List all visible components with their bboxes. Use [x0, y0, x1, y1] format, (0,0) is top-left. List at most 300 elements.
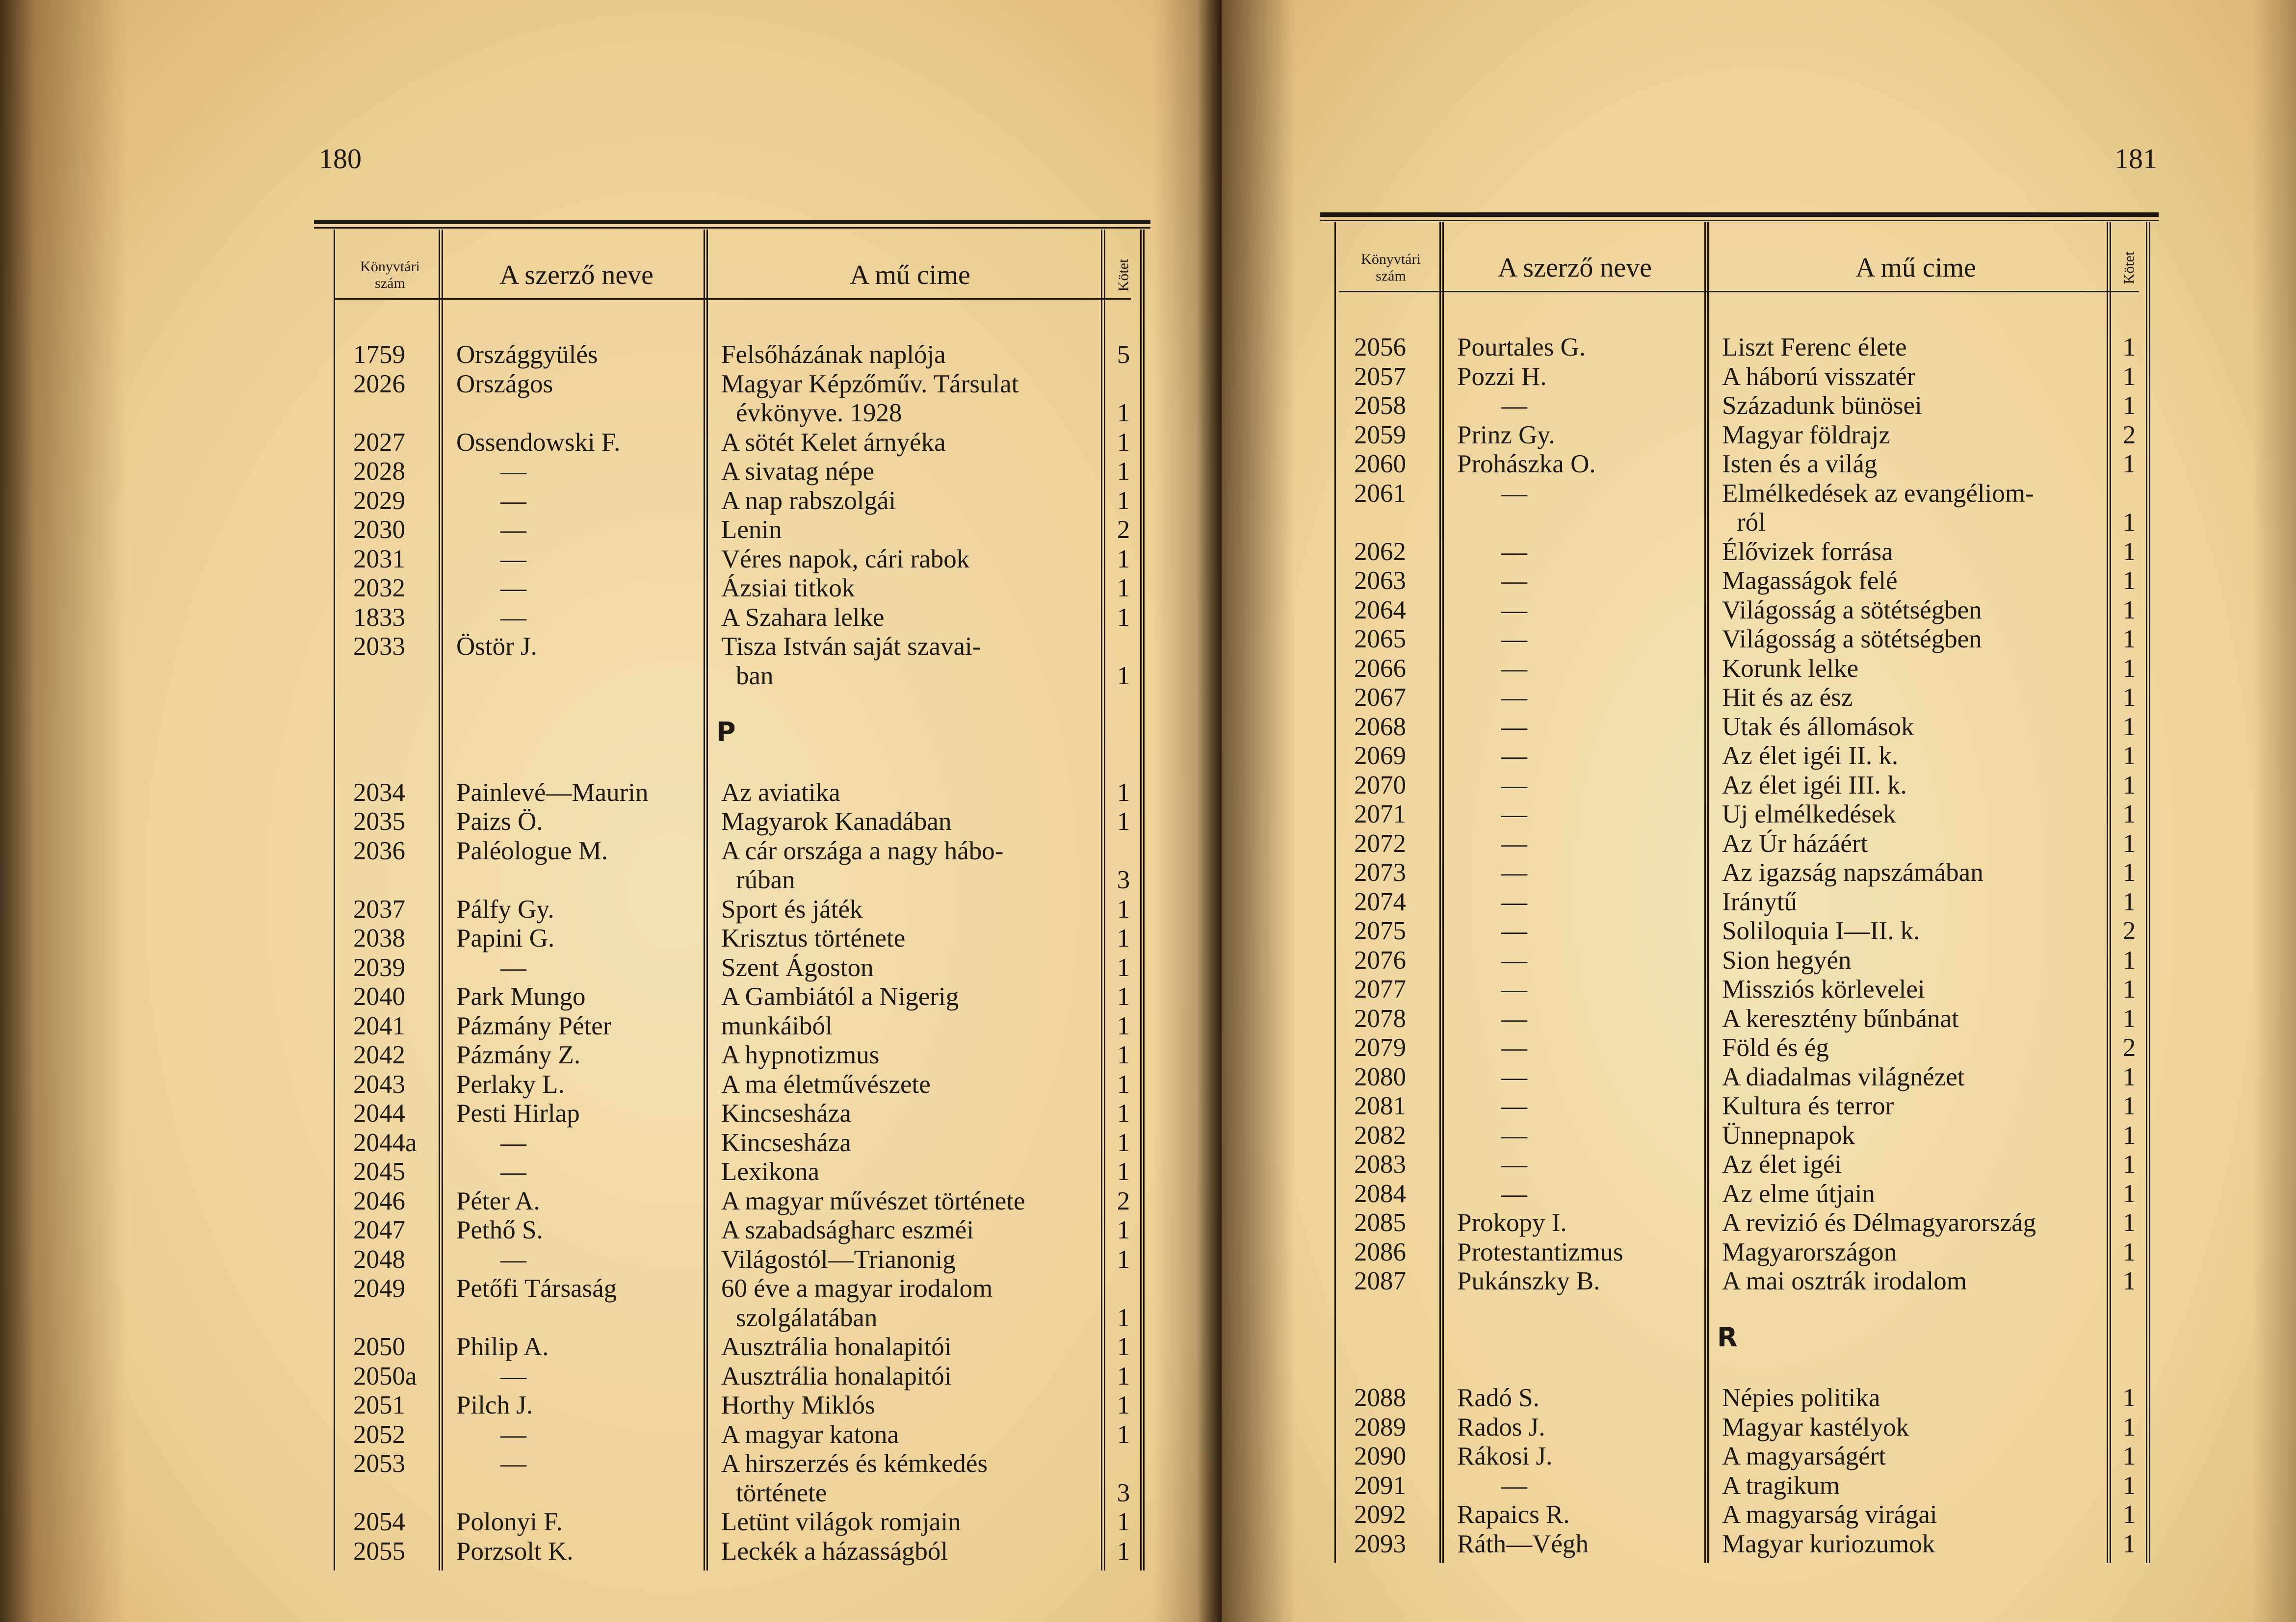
- table-row: [1320, 1442, 2159, 1471]
- header-number-line: Könyvtári: [1361, 251, 1421, 267]
- cell-volumes: 1: [1117, 1128, 1130, 1157]
- header-number-line: Könyvtári: [360, 258, 420, 275]
- cell-title: Magyar kuriozumok: [1722, 1529, 1935, 1558]
- cell-author: —: [1501, 829, 1527, 858]
- header-number: [1334, 221, 1447, 314]
- cell-title: Az élet igéi III. k.: [1722, 771, 1907, 799]
- cell-volumes: 1: [1117, 924, 1130, 953]
- cell-volumes: 1: [1117, 1245, 1130, 1274]
- cell-volumes: 5: [1117, 340, 1130, 369]
- column-divider: [706, 230, 708, 1571]
- cell-author: Philip A.: [456, 1333, 549, 1361]
- table-row: [1320, 1237, 2159, 1267]
- cell-title: Élővizek forrása: [1722, 537, 1893, 566]
- cell-number: 2085: [1354, 1209, 1406, 1237]
- column-divider: [334, 230, 335, 1571]
- cell-volumes: 1: [2122, 508, 2136, 537]
- cell-title: Elmélkedések az evangéliom-: [1722, 479, 2034, 508]
- cell-volumes: 1: [2122, 1413, 2136, 1442]
- table-row: [1320, 1091, 2159, 1121]
- cell-volumes: 1: [1117, 1420, 1130, 1449]
- cell-volumes: 1: [2122, 625, 2136, 653]
- cell-number: 2048: [353, 1245, 405, 1274]
- cell-author: —: [1501, 887, 1527, 916]
- cell-author: —: [1501, 683, 1527, 712]
- cell-volumes: 1: [2122, 858, 2136, 887]
- cell-title: Liszt Ferenc élete: [1722, 333, 1907, 361]
- header-author: A szerző neve: [1497, 253, 1652, 283]
- table-row: [1320, 799, 2159, 829]
- cell-author: —: [500, 953, 526, 982]
- cell-volumes: 1: [1117, 1537, 1130, 1566]
- cell-volumes: 1: [2122, 391, 2136, 420]
- cell-number: 2089: [1354, 1413, 1406, 1442]
- cell-volumes: 1: [2122, 595, 2136, 624]
- table-row: [1320, 1208, 2159, 1237]
- cell-title: Az aviatika: [721, 778, 840, 807]
- column-divider: [1104, 230, 1105, 1571]
- cell-author: Prohászka O.: [1457, 450, 1596, 478]
- cell-volumes: 1: [1117, 1362, 1130, 1390]
- cell-title: Tisza István saját szavai-: [721, 632, 981, 661]
- cell-volumes: 2: [2122, 917, 2136, 945]
- column-divider: [442, 230, 443, 1571]
- cell-number: 2079: [1354, 1033, 1406, 1062]
- table-row: [1320, 333, 2159, 362]
- table-row: [1320, 420, 2159, 450]
- column-divider: [1140, 230, 1142, 1571]
- cell-title: A keresztény bűnbánat: [1722, 1004, 1959, 1033]
- cell-number: 2056: [1354, 333, 1406, 361]
- cell-author: —: [1501, 654, 1527, 683]
- column-divider: [439, 230, 440, 1571]
- cell-number: 2045: [353, 1158, 405, 1186]
- cell-number: 2033: [353, 632, 405, 661]
- cell-number: 2047: [353, 1216, 405, 1244]
- cell-volumes: 1: [1117, 953, 1130, 982]
- table-row: [1320, 391, 2159, 420]
- cell-number: 2049: [353, 1274, 405, 1303]
- cell-title: Isten és a világ: [1722, 450, 1878, 478]
- cell-number: 2050: [353, 1333, 405, 1361]
- cell-title: Népies politika: [1722, 1384, 1880, 1412]
- cell-title: Felsőházának naplója: [721, 340, 946, 369]
- cell-title: ban: [736, 661, 774, 690]
- cell-number: 2084: [1354, 1179, 1406, 1208]
- cell-title: Horthy Miklós: [721, 1391, 875, 1419]
- header-number-line: szám: [375, 275, 405, 291]
- cell-volumes: 1: [1117, 1508, 1130, 1536]
- cell-volumes: 1: [2122, 742, 2136, 770]
- cell-number: 2082: [1354, 1121, 1406, 1150]
- cell-author: —: [1501, 1150, 1527, 1179]
- table-row: [1320, 683, 2159, 712]
- cell-author: —: [1501, 1092, 1527, 1120]
- cell-author: Pozzi H.: [1457, 362, 1547, 391]
- cell-number: 2086: [1354, 1237, 1406, 1266]
- cell-number: 2081: [1354, 1092, 1406, 1120]
- cell-volumes: 1: [2122, 683, 2136, 712]
- cell-volumes: 1: [2122, 800, 2136, 828]
- cell-number: 2073: [1354, 858, 1406, 887]
- cell-volumes: 1: [1117, 574, 1130, 602]
- cell-number: 2050a: [353, 1362, 417, 1390]
- cell-author: —: [500, 1128, 526, 1157]
- cell-number: 2093: [1354, 1529, 1406, 1558]
- cell-title: Magyar Képzőműv. Társulat: [721, 369, 1019, 398]
- cell-number: 2066: [1354, 654, 1406, 683]
- cell-title: Uj elmélkedések: [1722, 800, 1896, 828]
- table-row: [1320, 1150, 2159, 1179]
- table-row: [1320, 1529, 2159, 1559]
- table-row: [1320, 946, 2159, 975]
- cell-number: 2035: [353, 807, 405, 836]
- header-volumes: [2110, 221, 2149, 314]
- cell-title: A diadalmas világnézet: [1722, 1062, 1965, 1091]
- cell-title: évkönyve. 1928: [736, 399, 902, 427]
- cell-author: Pourtales G.: [1457, 333, 1586, 361]
- header-number: [334, 229, 446, 322]
- cell-author: Pálfy Gy.: [456, 895, 554, 924]
- cell-number: 2054: [353, 1508, 405, 1536]
- cell-volumes: 2: [2122, 420, 2136, 449]
- table-row: [1320, 508, 2159, 537]
- cell-number: 2069: [1354, 742, 1406, 770]
- cell-author: —: [1501, 537, 1527, 566]
- column-divider: [2146, 222, 2147, 1563]
- cell-title: A magyar katona: [721, 1420, 899, 1449]
- cell-author: Péter A.: [456, 1186, 540, 1215]
- cell-number: 2088: [1354, 1384, 1406, 1412]
- table-row: [1320, 362, 2159, 391]
- cell-title: Sport és játék: [721, 895, 863, 924]
- cell-number: 2043: [353, 1070, 405, 1099]
- cell-author: —: [500, 544, 526, 573]
- cell-number: 2063: [1354, 566, 1406, 595]
- cell-author: —: [500, 1158, 526, 1186]
- cell-author: Prinz Gy.: [1457, 420, 1555, 449]
- table-row: [1320, 624, 2159, 654]
- header-rule: [334, 298, 1131, 300]
- header-volumes: [1104, 229, 1143, 322]
- cell-author: Prokopy I.: [1457, 1209, 1567, 1237]
- cell-title: Ünnepnapok: [1722, 1121, 1855, 1150]
- cell-author: Rados J.: [1457, 1413, 1545, 1442]
- cell-number: 2055: [353, 1537, 405, 1566]
- cell-number: 2060: [1354, 450, 1406, 478]
- table-row: [1320, 1062, 2159, 1092]
- table-row: [1320, 537, 2159, 566]
- cell-title: Szent Ágoston: [721, 953, 874, 982]
- cell-number: 2077: [1354, 975, 1406, 1004]
- cell-volumes: 1: [2122, 333, 2136, 361]
- cell-number: 2057: [1354, 362, 1406, 391]
- cell-volumes: 1: [2122, 1004, 2136, 1033]
- cell-volumes: 1: [1117, 1011, 1130, 1040]
- cell-title: A háború visszatér: [1722, 362, 1916, 391]
- cell-number: 2091: [1354, 1471, 1406, 1500]
- cell-volumes: 1: [1117, 1099, 1130, 1128]
- cell-number: 2038: [353, 924, 405, 953]
- cell-volumes: 1: [1117, 457, 1130, 486]
- cell-title: Kincsesháza: [721, 1099, 851, 1128]
- cell-title: ról: [1737, 508, 1766, 537]
- cell-author: Pesti Hirlap: [456, 1099, 580, 1128]
- header-volumes-text: Kötet: [2121, 251, 2137, 284]
- cell-author: Painlevé—Maurin: [456, 778, 649, 807]
- cell-volumes: 3: [1117, 1478, 1130, 1507]
- cell-author: —: [1501, 917, 1527, 945]
- cell-number: 2076: [1354, 946, 1406, 975]
- cell-volumes: 1: [1117, 603, 1130, 632]
- cell-title: Iránytű: [1722, 887, 1798, 916]
- cell-author: —: [1501, 975, 1527, 1004]
- cell-number: 2062: [1354, 537, 1406, 566]
- cell-title: Világosság a sötétségben: [1722, 625, 1982, 653]
- cell-author: Pukánszky B.: [1457, 1267, 1600, 1295]
- cell-title: A mai osztrák irodalom: [1722, 1267, 1967, 1295]
- cell-number: 2065: [1354, 625, 1406, 653]
- table-row: [1320, 829, 2159, 858]
- table-row: [1320, 712, 2159, 742]
- cell-title: Magyar földrajz: [1722, 420, 1890, 449]
- cell-author: Pázmány Z.: [456, 1041, 581, 1069]
- cell-title: szolgálatában: [736, 1303, 878, 1332]
- cell-number: 2061: [1354, 479, 1406, 508]
- cell-number: 2074: [1354, 887, 1406, 916]
- cell-author: —: [1501, 391, 1527, 420]
- cell-author: —: [1501, 625, 1527, 653]
- table-row: [1320, 916, 2159, 946]
- cell-title: A sivatag népe: [721, 457, 875, 486]
- cell-author: Rákosi J.: [1457, 1442, 1553, 1470]
- table-row: [1320, 479, 2159, 508]
- cell-number: 2028: [353, 457, 405, 486]
- cell-number: 2032: [353, 574, 405, 602]
- cell-author: —: [1501, 1179, 1527, 1208]
- cell-author: —: [500, 457, 526, 486]
- cell-volumes: 1: [2122, 1529, 2136, 1558]
- column-divider: [1707, 222, 1709, 1563]
- cell-title: 60 éve a magyar irodalom: [721, 1274, 993, 1303]
- cell-number: 2087: [1354, 1267, 1406, 1295]
- cell-volumes: 1: [1117, 399, 1130, 427]
- cell-title: rúban: [736, 866, 795, 894]
- cell-volumes: 1: [1117, 1303, 1130, 1332]
- table-row: [1320, 1121, 2159, 1150]
- cell-volumes: 1: [2122, 362, 2136, 391]
- cell-author: Országgyülés: [456, 340, 598, 369]
- cell-title: Föld és ég: [1722, 1033, 1829, 1062]
- cell-author: Pethő S.: [456, 1216, 543, 1244]
- cell-volumes: 1: [1117, 1158, 1130, 1186]
- cell-author: Protestantizmus: [1457, 1237, 1623, 1266]
- cell-author: —: [1501, 595, 1527, 624]
- cell-author: Paléologue M.: [456, 836, 608, 865]
- cell-title: Sion hegyén: [1722, 946, 1852, 975]
- table-row: [1320, 1004, 2159, 1033]
- cell-title: Világosság a sötétségben: [1722, 595, 1982, 624]
- cell-number: 2083: [1354, 1150, 1406, 1179]
- cell-author: Országos: [456, 369, 553, 398]
- cell-volumes: 1: [1117, 1041, 1130, 1069]
- cell-author: —: [1501, 771, 1527, 799]
- cell-title: Az igazság napszámában: [1722, 858, 1983, 887]
- cell-volumes: 1: [1117, 1333, 1130, 1361]
- cell-number: 2029: [353, 486, 405, 515]
- cell-volumes: 1: [1117, 895, 1130, 924]
- column-divider: [704, 230, 705, 1571]
- cell-number: 2072: [1354, 829, 1406, 858]
- top-rule: [1320, 212, 2159, 217]
- cell-number: 2064: [1354, 595, 1406, 624]
- section-letter: P: [716, 716, 736, 747]
- cell-author: Radó S.: [1457, 1384, 1539, 1412]
- table-row: [1320, 595, 2159, 625]
- column-divider: [2149, 222, 2150, 1563]
- table-row: [1320, 1383, 2159, 1413]
- cell-author: —: [1501, 946, 1527, 975]
- table-row: [1320, 1266, 2159, 1296]
- cell-author: —: [500, 486, 526, 515]
- cell-volumes: 1: [2122, 1121, 2136, 1150]
- cell-title: története: [736, 1478, 827, 1507]
- cell-title: munkáiból: [721, 1011, 833, 1040]
- column-divider: [1704, 222, 1706, 1563]
- cell-author: Ráth—Végh: [1457, 1529, 1589, 1558]
- cell-author: —: [1501, 742, 1527, 770]
- cell-volumes: 2: [1117, 1186, 1130, 1215]
- cell-number: 2059: [1354, 420, 1406, 449]
- cell-author: —: [1501, 1471, 1527, 1500]
- cell-author: —: [1501, 1062, 1527, 1091]
- cell-number: 2044: [353, 1099, 405, 1128]
- cell-author: Porzsolt K.: [456, 1537, 574, 1566]
- cell-title: Századunk bünösei: [1722, 391, 1922, 420]
- cell-number: 2090: [1354, 1442, 1406, 1470]
- table-row: [1320, 887, 2159, 917]
- cell-volumes: 1: [1117, 982, 1130, 1011]
- cell-volumes: 1: [2122, 1442, 2136, 1470]
- cell-title: Az élet igéi: [1722, 1150, 1842, 1179]
- cell-volumes: 1: [2122, 771, 2136, 799]
- cell-author: —: [1501, 1121, 1527, 1150]
- catalog-table: [314, 220, 1150, 1564]
- header-rule: [1339, 291, 2139, 292]
- table-row: [1320, 741, 2159, 771]
- cell-number: 2044a: [353, 1128, 417, 1157]
- table-row: [1320, 654, 2159, 683]
- column-divider: [2110, 222, 2111, 1563]
- cell-author: Perlaky L.: [456, 1070, 565, 1099]
- column-divider: [1101, 230, 1102, 1571]
- header-title: A mű cime: [850, 260, 970, 290]
- right-page: [1222, 0, 2296, 1622]
- cell-number: 2070: [1354, 771, 1406, 799]
- cell-number: 2042: [353, 1041, 405, 1069]
- cell-number: 2052: [353, 1420, 405, 1449]
- cell-number: 2036: [353, 836, 405, 865]
- table-row: [1320, 975, 2159, 1004]
- cell-volumes: 1: [2122, 1209, 2136, 1237]
- cell-title: Lenin: [721, 515, 782, 544]
- table-row: [1320, 566, 2159, 595]
- column-divider: [1334, 222, 1336, 1563]
- cell-number: 2071: [1354, 800, 1406, 828]
- cell-author: —: [500, 1420, 526, 1449]
- cell-title: A hypnotizmus: [721, 1041, 880, 1069]
- cell-author: —: [1501, 800, 1527, 828]
- cell-title: A ma életművészete: [721, 1070, 931, 1099]
- cell-volumes: 1: [1117, 661, 1130, 690]
- cell-number: 2039: [353, 953, 405, 982]
- cell-author: —: [500, 1362, 526, 1390]
- cell-author: —: [1501, 858, 1527, 887]
- cell-title: Lexikona: [721, 1158, 820, 1186]
- cell-number: 2041: [353, 1011, 405, 1040]
- cell-author: Park Mungo: [456, 982, 586, 1011]
- cell-number: 2058: [1354, 391, 1406, 420]
- cell-volumes: 1: [2122, 829, 2136, 858]
- cell-title: A Gambiától a Nigerig: [721, 982, 959, 1011]
- cell-author: —: [500, 1245, 526, 1274]
- cell-title: Ázsiai titkok: [721, 574, 855, 602]
- cell-title: A magyarságért: [1722, 1442, 1886, 1470]
- cell-number: 2037: [353, 895, 405, 924]
- cell-author: Ossendowski F.: [456, 428, 621, 457]
- cell-volumes: 1: [1117, 778, 1130, 807]
- page-number: 181: [2114, 143, 2157, 175]
- cell-volumes: 1: [2122, 450, 2136, 478]
- cell-volumes: 1: [2122, 887, 2136, 916]
- cell-number: 2092: [1354, 1500, 1406, 1529]
- cell-author: Pilch J.: [456, 1391, 533, 1419]
- cell-volumes: 1: [1117, 1070, 1130, 1099]
- cell-author: Papini G.: [456, 924, 555, 953]
- cell-title: Az elme útjain: [1722, 1179, 1875, 1208]
- cell-author: —: [1501, 566, 1527, 595]
- cell-number: 1833: [353, 603, 405, 632]
- cell-number: 2031: [353, 544, 405, 573]
- column-divider: [1439, 222, 1441, 1563]
- cell-author: —: [1501, 479, 1527, 508]
- cell-title: A magyarság virágai: [1722, 1500, 1937, 1529]
- cell-title: Ausztrália honalapitói: [721, 1362, 952, 1390]
- cell-volumes: 1: [2122, 566, 2136, 595]
- table-row: [1320, 1413, 2159, 1442]
- cell-number: 2040: [353, 982, 405, 1011]
- cell-number: 2067: [1354, 683, 1406, 712]
- cell-volumes: 1: [2122, 1179, 2136, 1208]
- cell-volumes: 1: [2122, 1092, 2136, 1120]
- cell-title: Korunk lelke: [1722, 654, 1859, 683]
- cell-volumes: 1: [2122, 975, 2136, 1004]
- cell-author: —: [500, 574, 526, 602]
- column-divider: [1143, 230, 1145, 1571]
- cell-title: Krisztus története: [721, 924, 906, 953]
- table-row: [1320, 1033, 2159, 1062]
- header-author: A szerző neve: [499, 260, 654, 290]
- cell-author: Paizs Ö.: [456, 807, 543, 836]
- cell-volumes: 2: [1117, 515, 1130, 544]
- top-rule: [314, 220, 1150, 224]
- table-row: [1320, 1500, 2159, 1529]
- cell-volumes: 2: [2122, 1033, 2136, 1062]
- cell-title: A hirszerzés és kémkedés: [721, 1449, 988, 1478]
- table-row: [1320, 858, 2159, 887]
- cell-volumes: 3: [1117, 866, 1130, 894]
- cell-title: Hit és az ész: [1722, 683, 1853, 712]
